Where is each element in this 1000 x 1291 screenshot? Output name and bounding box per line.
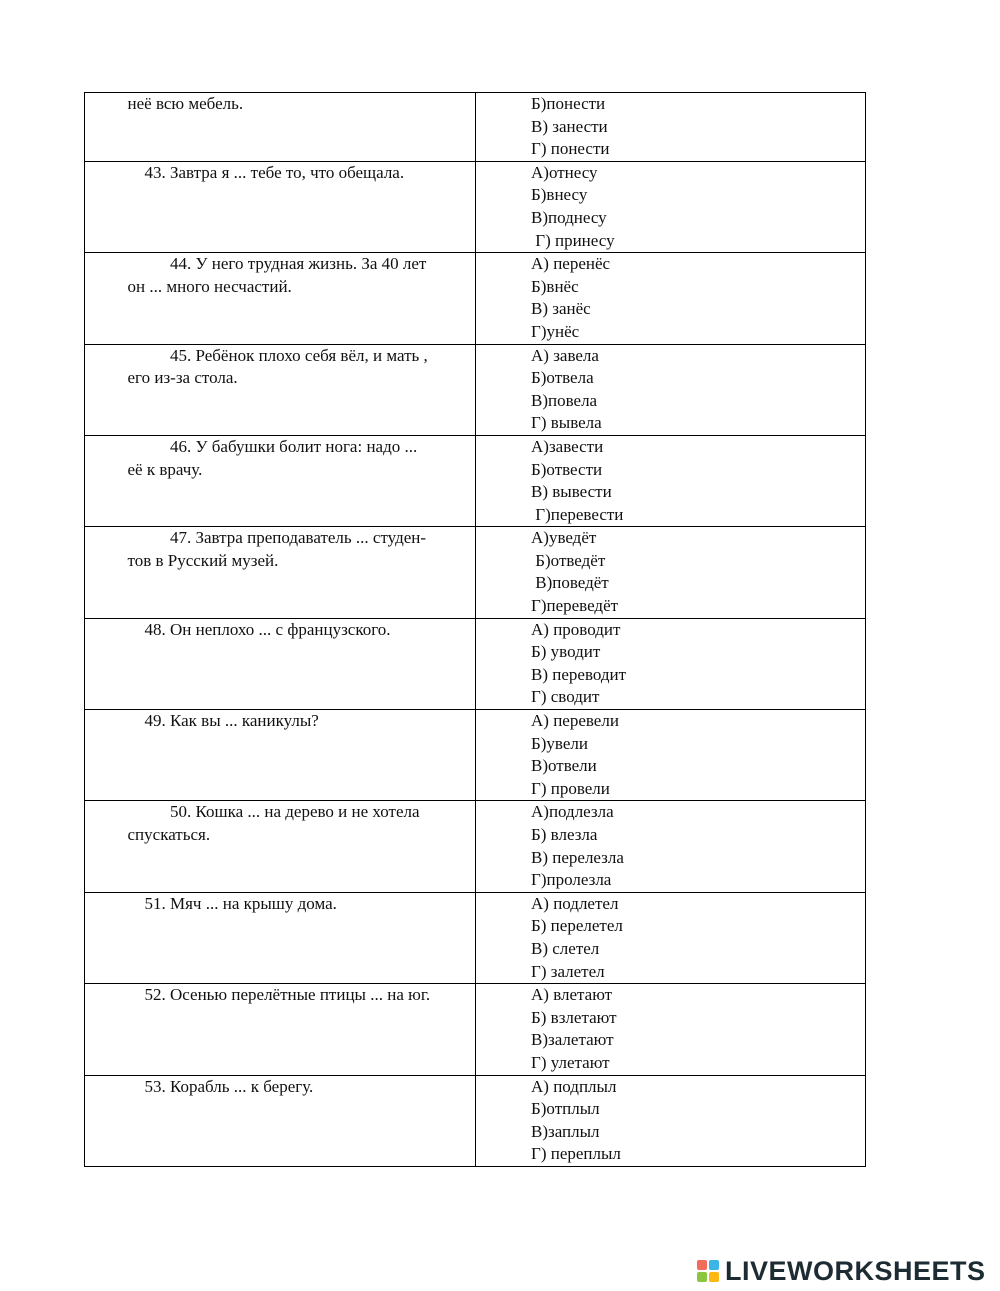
question-text: 49. Как вы ... каникулы? [85, 711, 319, 731]
answer-option[interactable]: В) слетел [531, 938, 600, 958]
question-cell [85, 710, 476, 801]
answer-option[interactable]: Б)увели [531, 733, 588, 753]
question-cell [85, 161, 476, 252]
answer-option[interactable]: В)поднесу [531, 207, 607, 227]
answer-option[interactable]: Б)понести [531, 94, 606, 113]
answer-option[interactable]: Б) перелетел [531, 916, 623, 936]
answer-option[interactable]: В)поведёт [531, 573, 609, 593]
answer-option[interactable]: А) проводит [531, 619, 621, 639]
answer-options-cell [476, 435, 866, 526]
question-text: 46. У бабушки болит нога: надо ... её к врачу. [127, 436, 418, 479]
question-text: 45. Ребёнок плохо себя вёл, и мать , его из-за стола. [127, 345, 428, 388]
answer-option[interactable]: А)отнесу [531, 162, 598, 182]
answer-option[interactable]: В)залетают [531, 1030, 614, 1050]
answer-option[interactable]: Б) взлетают [531, 1007, 617, 1027]
answer-option[interactable]: А) перенёс [531, 254, 611, 274]
answer-option[interactable]: Б)отведёт [531, 550, 606, 570]
answer-option[interactable]: В) вывести [531, 482, 612, 502]
answer-option[interactable]: В)повела [531, 390, 598, 410]
question-row [85, 344, 866, 435]
question-cell [85, 984, 476, 1075]
answer-option[interactable]: Г)переведёт [531, 596, 619, 616]
question-cell [85, 618, 476, 709]
question-cell [85, 435, 476, 526]
answer-option[interactable]: Б)отвести [531, 459, 603, 479]
answer-option[interactable]: Г) провели [531, 778, 610, 798]
answer-options-cell [476, 253, 866, 344]
answer-option[interactable]: Г)пролезла [531, 870, 612, 890]
answer-options-cell [476, 984, 866, 1075]
question-text: 47. Завтра преподаватель ... студен- тов в Русский музей. [127, 528, 427, 570]
answer-option[interactable]: Б)внесу [531, 185, 588, 205]
question-cell [85, 1075, 476, 1166]
answer-option[interactable]: В) переводит [531, 664, 627, 684]
question-text: 43. Завтра я ... тебе то, что обещала. [85, 162, 405, 182]
answer-option[interactable]: А) завела [531, 345, 599, 365]
answer-option[interactable]: Г)унёс [531, 321, 580, 341]
question-text: 51. Мяч ... на крышу дома. [85, 893, 337, 913]
question-cell [85, 93, 476, 162]
answer-option[interactable]: Г) улетают [531, 1052, 610, 1072]
question-text: 44. У него трудная жизнь. За 40 лет он ... много несчастий. [127, 254, 427, 296]
exercise-table [84, 92, 866, 1167]
question-row [85, 161, 866, 252]
answer-options-cell [476, 344, 866, 435]
answer-option[interactable]: В) перелезла [531, 847, 624, 867]
answer-option[interactable]: А)завести [531, 436, 604, 456]
question-cell [85, 344, 476, 435]
answer-option[interactable]: А) перевели [531, 711, 619, 731]
question-text: 52. Осенью перелётные птицы ... на юг. [85, 985, 431, 1005]
answer-option[interactable]: Б)отвела [531, 368, 594, 388]
question-text: неё всю мебель. [85, 94, 244, 113]
answer-options-cell [476, 93, 866, 162]
question-row [85, 527, 866, 618]
answer-option[interactable]: В)отвели [531, 756, 597, 776]
answer-options-cell [476, 618, 866, 709]
question-cell [85, 527, 476, 618]
liveworksheets-logo [697, 1256, 986, 1286]
question-row [85, 93, 866, 162]
question-text: 48. Он неплохо ... с французского. [85, 619, 391, 639]
question-row [85, 435, 866, 526]
answer-option[interactable]: Г) понести [531, 139, 610, 159]
answer-options-cell [476, 1075, 866, 1166]
answer-option[interactable]: Б) влезла [531, 825, 598, 844]
question-row [85, 1075, 866, 1166]
answer-option[interactable]: Б)отплыл [531, 1099, 600, 1119]
answer-option[interactable]: А) подплыл [531, 1076, 617, 1096]
question-cell [85, 253, 476, 344]
question-row [85, 984, 866, 1075]
question-text: 50. Кошка ... на дерево и не хотела спускаться. [127, 802, 420, 844]
brand-name: LIVEWORKSHEETS [725, 1255, 986, 1286]
answer-option[interactable]: Г) переплыл [531, 1144, 621, 1164]
answer-option[interactable]: В) занести [531, 116, 608, 136]
question-text: 53. Корабль ... к берегу. [85, 1076, 314, 1096]
answer-options-cell [476, 801, 866, 892]
question-cell [85, 801, 476, 892]
question-row [85, 892, 866, 983]
answer-options-cell [476, 161, 866, 252]
answer-option[interactable]: А)подлезла [531, 802, 614, 822]
answer-option[interactable]: В)заплыл [531, 1121, 600, 1141]
answer-options-cell [476, 710, 866, 801]
answer-option[interactable]: А) влетают [531, 985, 613, 1005]
answer-option[interactable]: Б)внёс [531, 276, 579, 296]
question-row [85, 710, 866, 801]
answer-option[interactable]: Г) сводит [531, 687, 600, 707]
answer-options-cell [476, 527, 866, 618]
answer-option[interactable]: Г) залетел [531, 961, 605, 981]
answer-option[interactable]: А) подлетел [531, 893, 619, 913]
answer-option[interactable]: Б) уводит [531, 642, 601, 662]
question-row [85, 253, 866, 344]
question-row [85, 618, 866, 709]
question-row [85, 801, 866, 892]
answer-option[interactable]: Г)перевести [531, 504, 624, 524]
answer-option[interactable]: Г) вывела [531, 413, 602, 433]
answer-options-cell [476, 892, 866, 983]
answer-option[interactable]: А)уведёт [531, 528, 597, 548]
answer-option[interactable]: В) занёс [531, 299, 591, 319]
answer-option[interactable]: Г) принесу [531, 230, 615, 250]
question-cell [85, 892, 476, 983]
logo-mark-icon [697, 1260, 719, 1282]
